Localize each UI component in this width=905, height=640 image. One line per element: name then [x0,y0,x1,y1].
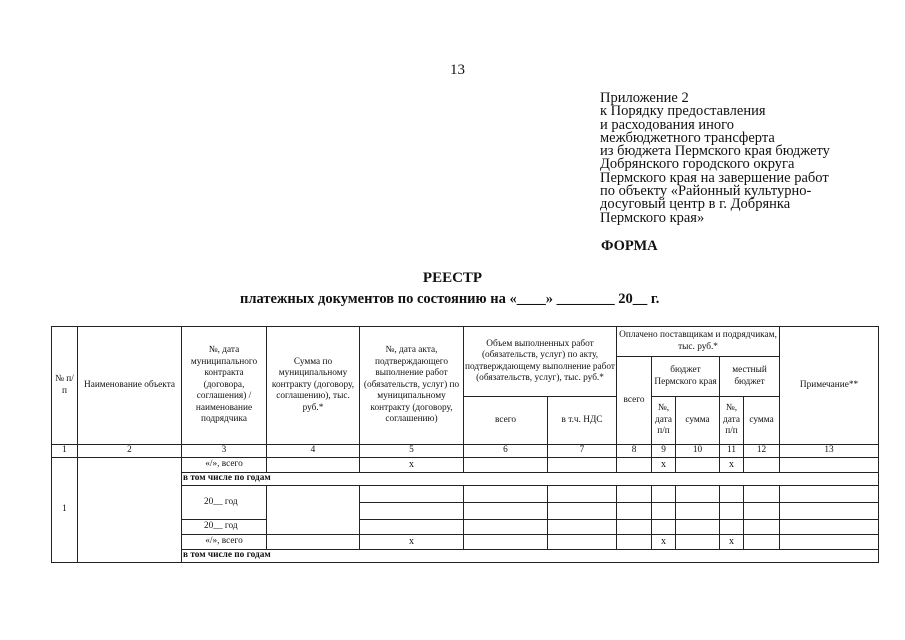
contract-sum-cell[interactable] [267,535,360,550]
header-paid-total: всего [617,357,652,445]
note-cell[interactable] [780,503,879,520]
perm-no-date-cell[interactable] [652,503,676,520]
x-mark: x [652,535,676,550]
perm-amount-cell[interactable] [676,486,720,503]
local-amount-cell[interactable] [744,535,780,550]
appendix-block [600,92,830,225]
local-amount-cell[interactable] [744,458,780,473]
registry-table [51,326,879,563]
x-mark: x [360,535,464,550]
year-label: 20__ год [182,520,267,535]
appendix-line: Добрянского городского округа [600,156,795,173]
appendix-line: из бюджета Пермского края бюджету [600,143,830,160]
header-sum: Сумма по муниципальному контракту (договору, соглашению), тыс. руб.* [267,327,360,445]
perm-amount-cell[interactable] [676,503,720,520]
header-contract: №, дата муниципального контракта (договора, соглашения) / наименование подрядчика [182,327,267,445]
column-number: 2 [78,445,182,458]
form-label: ФОРМА [601,238,658,254]
local-amount-cell[interactable] [744,503,780,520]
volume-vat-cell[interactable] [548,458,617,473]
column-number: 1 [52,445,78,458]
header-volume-vat: в т.ч. НДС [548,397,617,445]
column-number: 6 [464,445,548,458]
note-cell[interactable] [780,486,879,503]
header-paid: Оплачено поставщикам и подрядчикам, тыс. руб.* [617,327,780,357]
document-subtitle: платежных документов по состоянию на «____» ________ 20__ г. [240,291,660,307]
perm-no-date-cell[interactable] [652,486,676,503]
header-local-no-date: №, дата п/п [720,397,744,445]
appendix-line: межбюджетного трансферта [600,129,775,146]
appendix-line: досуговый центр в г. Добрянка [600,196,791,213]
column-number: 4 [267,445,360,458]
paid-total-cell[interactable] [617,486,652,503]
volume-total-cell[interactable] [464,503,548,520]
header-budget-perm: бюджет Пермского края [652,357,720,397]
column-number: 10 [676,445,720,458]
appendix-line: Приложение 2 [600,90,689,106]
x-mark: x [652,458,676,473]
paid-total-cell[interactable] [617,520,652,535]
header-act: №, дата акта, подтверждающего выполнение работ (обязательств, услуг) по муниципальному контракту (договору, соглашению) [360,327,464,445]
object-name-cell[interactable] [78,458,182,563]
local-amount-cell[interactable] [744,486,780,503]
total-label: «/», всего [182,535,267,550]
column-number: 8 [617,445,652,458]
by-years-label: в том числе по годам [182,473,879,486]
perm-no-date-cell[interactable] [652,520,676,535]
note-cell[interactable] [780,535,879,550]
x-mark: x [720,535,744,550]
perm-amount-cell[interactable] [676,535,720,550]
header-perm-no-date: №, дата п/п [652,397,676,445]
contract-sum-cell[interactable] [267,486,360,535]
local-no-date-cell[interactable] [720,503,744,520]
volume-vat-cell[interactable] [548,503,617,520]
x-mark: x [360,458,464,473]
volume-vat-cell[interactable] [548,535,617,550]
local-no-date-cell[interactable] [720,520,744,535]
paid-total-cell[interactable] [617,535,652,550]
local-amount-cell[interactable] [744,520,780,535]
act-cell[interactable] [360,503,464,520]
appendix-line: по объекту «Районный культурно- [600,183,812,200]
header-volume-total: всего [464,397,548,445]
total-label: «/», всего [182,458,267,473]
column-number: 11 [720,445,744,458]
act-cell[interactable] [360,486,464,503]
contract-sum-cell[interactable] [267,458,360,473]
volume-total-cell[interactable] [464,486,548,503]
column-number: 12 [744,445,780,458]
local-no-date-cell[interactable] [720,486,744,503]
volume-total-cell[interactable] [464,458,548,473]
appendix-line: Пермского края на завершение работ [600,169,829,186]
paid-total-cell[interactable] [617,458,652,473]
column-number: 3 [182,445,267,458]
document-title: РЕЕСТР [422,270,483,286]
paid-total-cell[interactable] [617,503,652,520]
appendix-line: и расходования иного [600,116,734,133]
header-object: Наименование объекта [78,327,182,445]
appendix-line: к Порядку предоставления [600,103,766,120]
header-budget-local: местный бюджет [720,357,780,397]
header-local-amount: сумма [744,397,780,445]
note-cell[interactable] [780,458,879,473]
header-num: № п/п [52,327,78,445]
volume-vat-cell[interactable] [548,520,617,535]
header-note: Примечание** [780,327,879,445]
column-number: 9 [652,445,676,458]
page-number: 13 [450,62,465,78]
column-number: 7 [548,445,617,458]
volume-total-cell[interactable] [464,535,548,550]
by-years-label: в том числе по годам [182,550,879,563]
column-number: 5 [360,445,464,458]
year-label: 20__ год [182,486,267,520]
header-perm-amount: сумма [676,397,720,445]
act-cell[interactable] [360,520,464,535]
header-volume: Объем выполненных работ (обязательств, услуг) по акту, подтверждающему выполнение работ (обязательств, услуг), тыс. руб.* [464,327,617,397]
perm-amount-cell[interactable] [676,520,720,535]
perm-amount-cell[interactable] [676,458,720,473]
volume-total-cell[interactable] [464,520,548,535]
volume-vat-cell[interactable] [548,486,617,503]
appendix-line: Пермского края» [600,209,705,226]
row-number: 1 [52,458,78,563]
note-cell[interactable] [780,520,879,535]
column-number: 13 [780,445,879,458]
x-mark: x [720,458,744,473]
